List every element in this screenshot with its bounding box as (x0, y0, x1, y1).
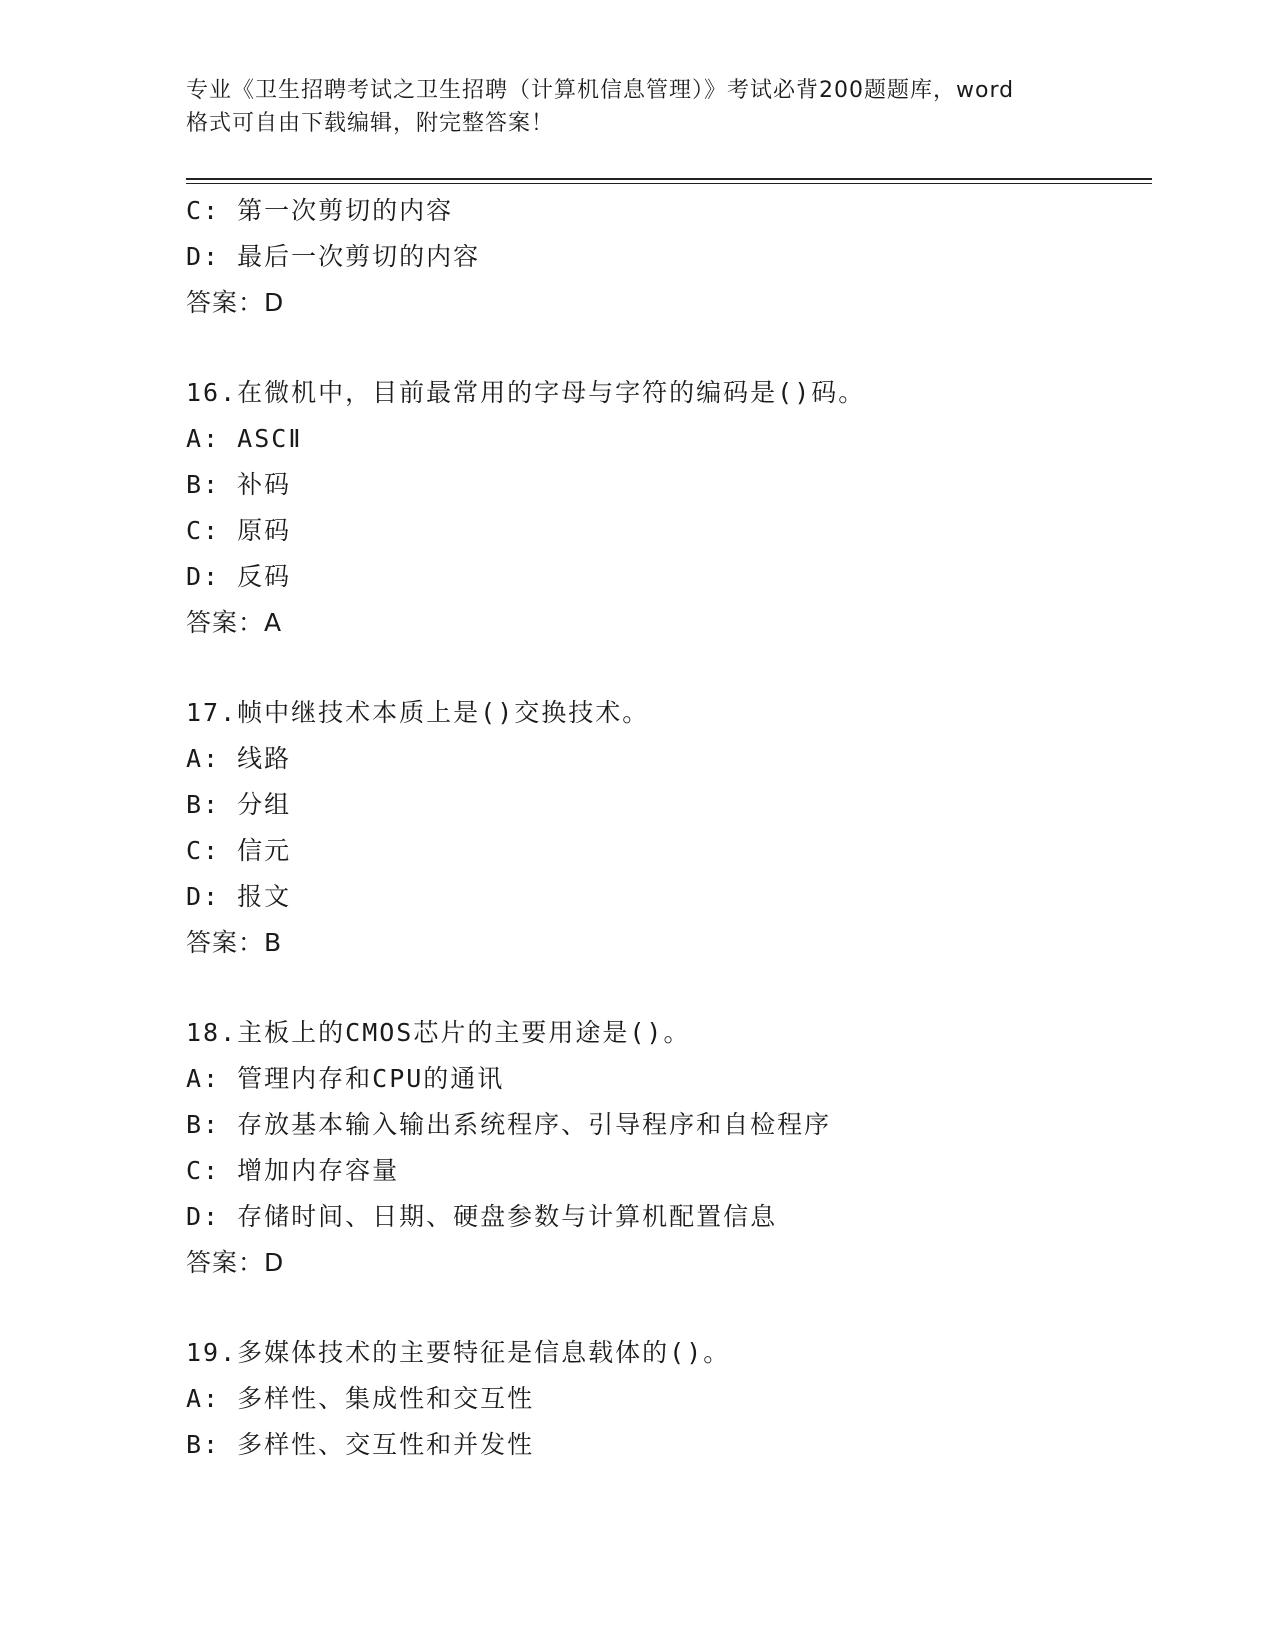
option-c: C: 第一次剪切的内容 (186, 196, 454, 225)
answer-label: 答案：D (186, 1248, 285, 1277)
question-15-tail (186, 188, 1146, 326)
question-18 (186, 1010, 1146, 1286)
option-d: D: 报文 (186, 882, 292, 911)
question-stem: 19.多媒体技术的主要特征是信息载体的()。 (186, 1338, 731, 1367)
spacer (186, 646, 1146, 690)
option-a: A: ASCⅡ (186, 424, 303, 453)
question-17 (186, 690, 1146, 966)
header-title-line-1: 专业《卫生招聘考试之卫生招聘（计算机信息管理）》考试必背200题题库，word (186, 78, 1015, 103)
option-a: A: 管理内存和CPU的通讯 (186, 1064, 505, 1093)
option-d: D: 反码 (186, 562, 292, 591)
spacer (186, 966, 1146, 1010)
spacer (186, 326, 1146, 370)
option-d: D: 存储时间、日期、硬盘参数与计算机配置信息 (186, 1202, 778, 1231)
document-header (186, 74, 1086, 140)
question-stem: 16.在微机中，目前最常用的字母与字符的编码是()码。 (186, 378, 866, 407)
question-16 (186, 370, 1146, 646)
answer-label: 答案：A (186, 608, 283, 637)
question-stem: 17.帧中继技术本质上是()交换技术。 (186, 698, 650, 727)
option-b: B: 存放基本输入输出系统程序、引导程序和自检程序 (186, 1110, 832, 1139)
option-b: B: 多样性、交互性和并发性 (186, 1430, 535, 1459)
option-a: A: 多样性、集成性和交互性 (186, 1384, 535, 1413)
header-title-line-2: 格式可自由下载编辑，附完整答案！ (186, 111, 555, 136)
answer-label: 答案：D (186, 288, 285, 317)
question-stem: 18.主板上的CMOS芯片的主要用途是()。 (186, 1018, 691, 1047)
header-divider-thin (186, 183, 1152, 184)
header-divider (186, 178, 1152, 180)
spacer (186, 1286, 1146, 1330)
option-b: B: 补码 (186, 470, 292, 499)
option-c: C: 信元 (186, 836, 292, 865)
answer-label: 答案：B (186, 928, 283, 957)
question-list (186, 188, 1146, 1468)
option-c: C: 原码 (186, 516, 292, 545)
option-d: D: 最后一次剪切的内容 (186, 242, 481, 271)
option-b: B: 分组 (186, 790, 292, 819)
question-19 (186, 1330, 1146, 1468)
option-a: A: 线路 (186, 744, 292, 773)
option-c: C: 增加内存容量 (186, 1156, 400, 1185)
